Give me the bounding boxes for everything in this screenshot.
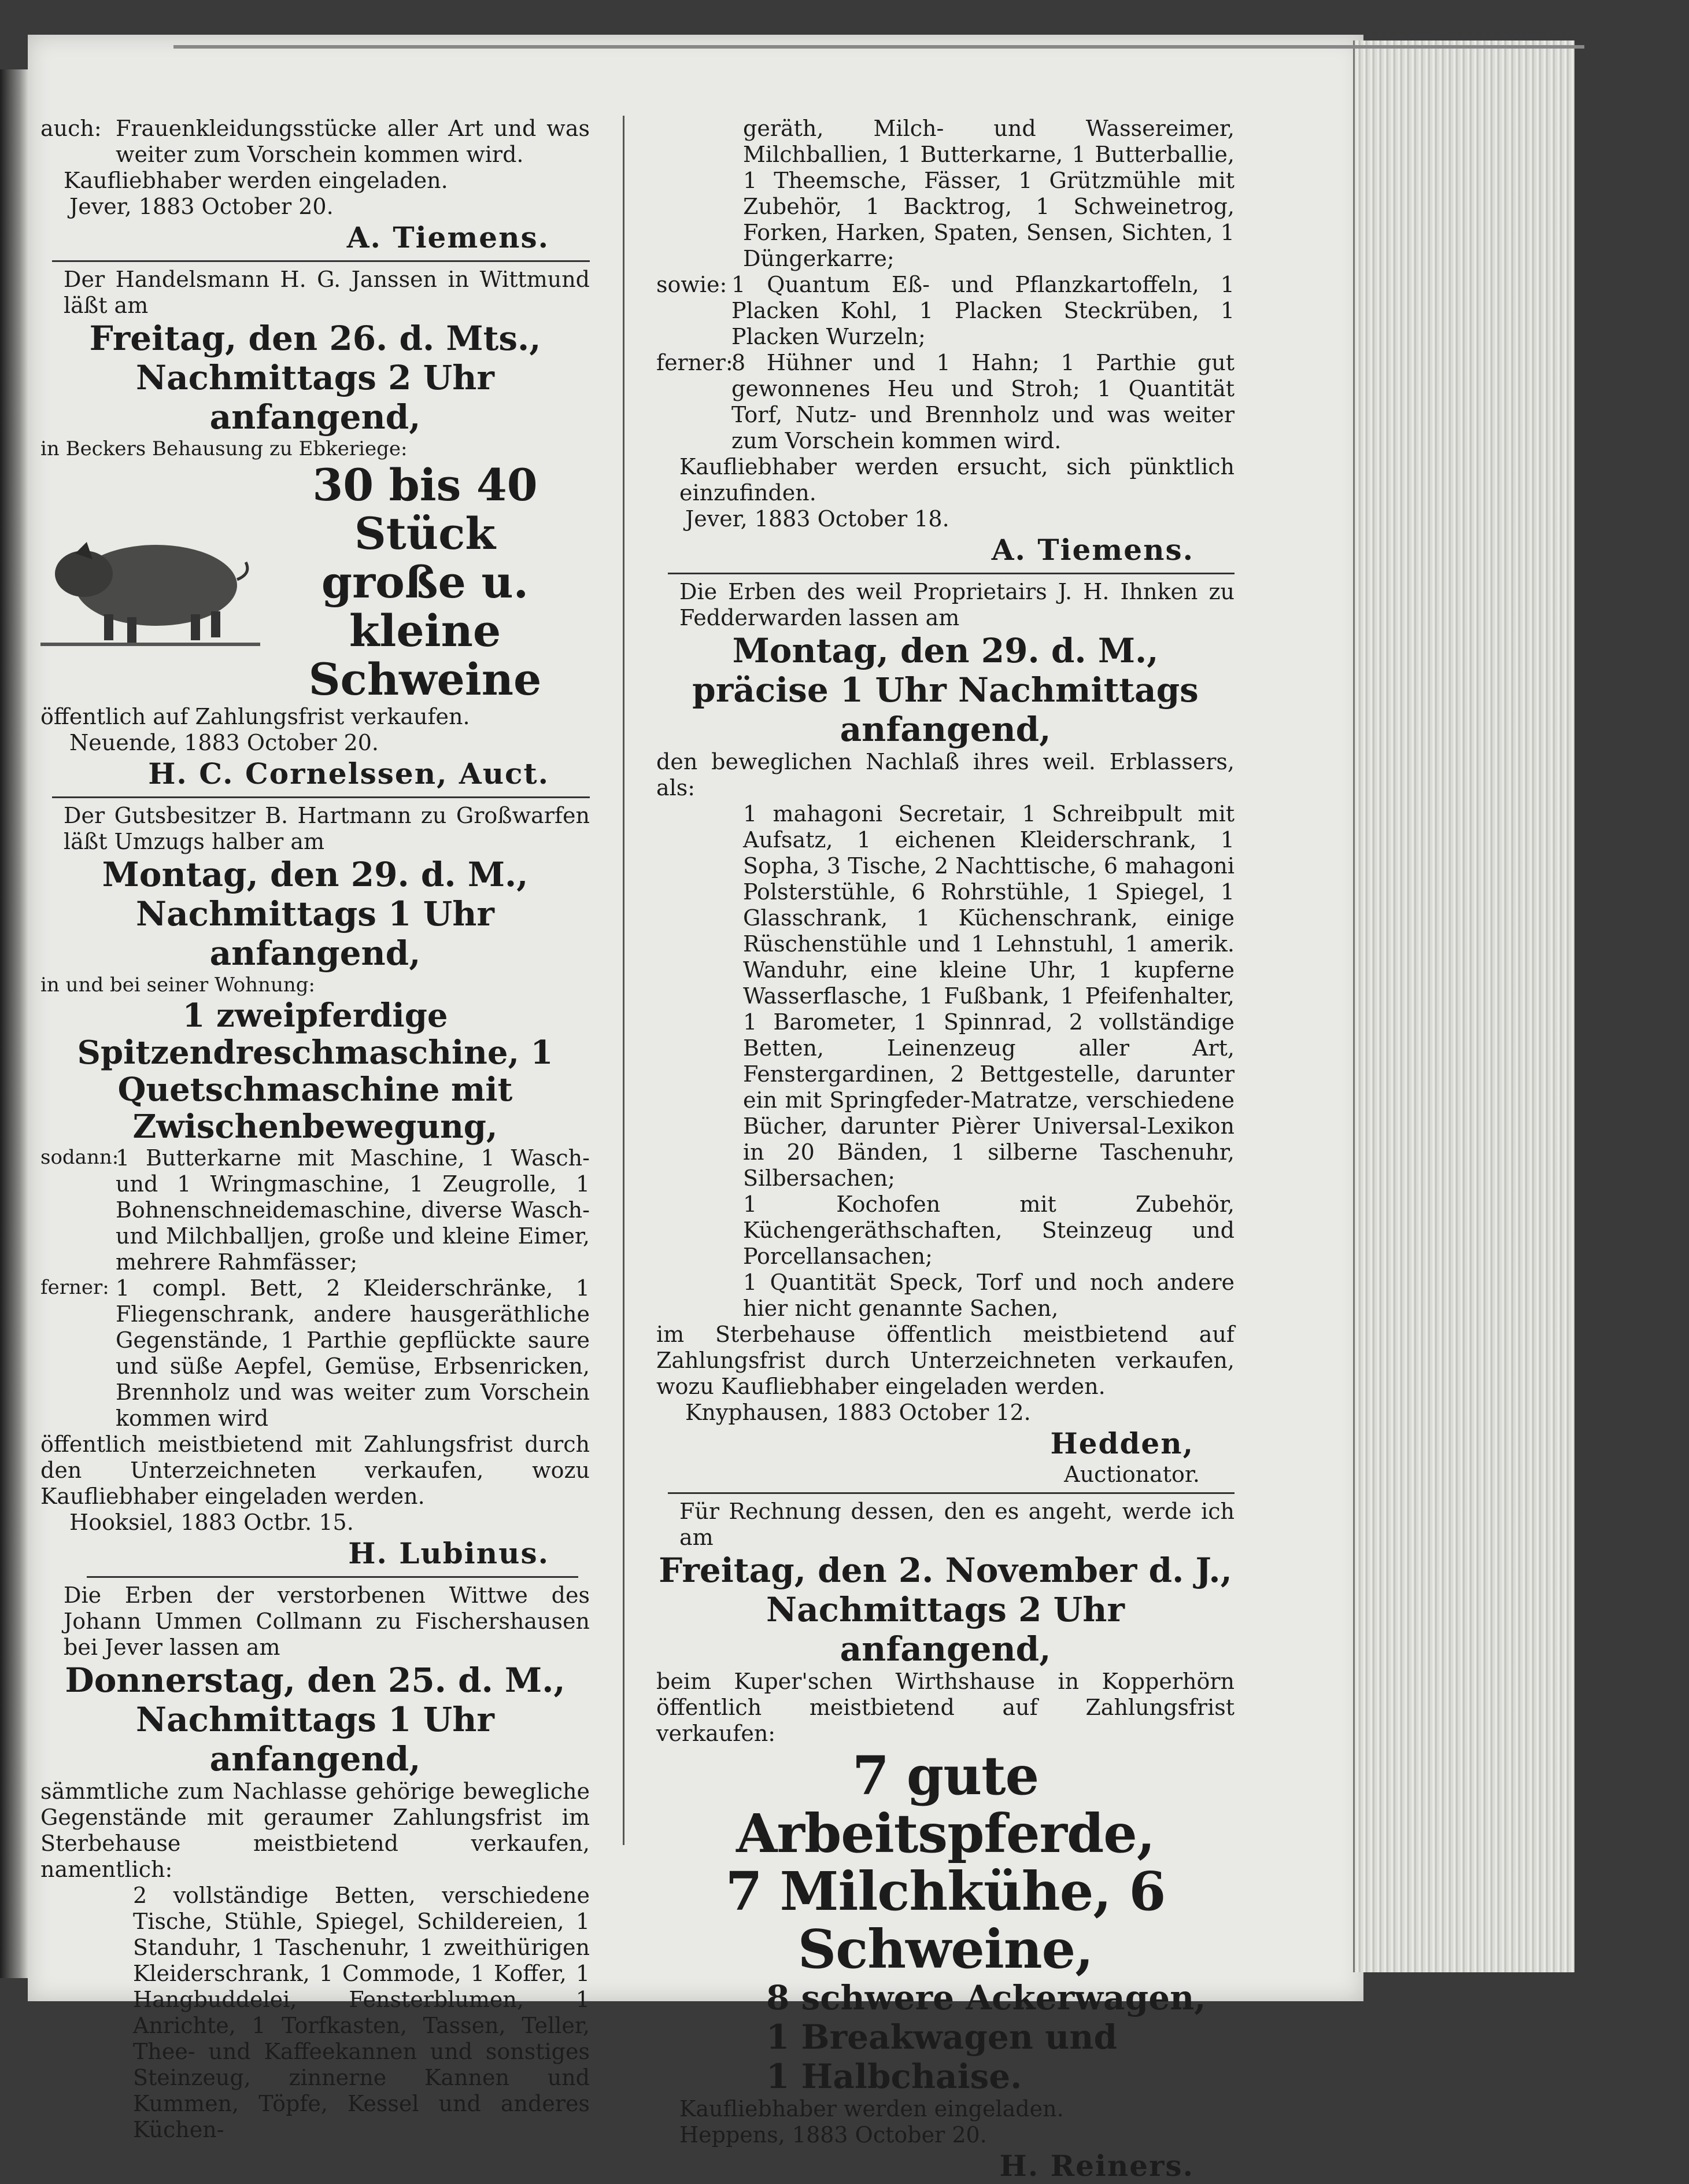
- divider: [52, 260, 590, 262]
- ad3-signature: H. Lubinus.: [348, 1536, 549, 1570]
- ad2-terms: öffentlich auf Zahlungsfrist verkaufen.: [40, 704, 470, 729]
- divider: [52, 796, 590, 798]
- ad4c-list1: 1 Quantum Eß- und Pflanzkartoffeln, 1 Placken Kohl, 1 Placken Steckrüben, 1 Placken Wurzeln;: [731, 272, 1235, 349]
- ad1-lines: Frauenkleidungsstücke aller Art und was weiter zum Vorschein kommen wird.: [116, 116, 590, 167]
- ad6-day: Freitag, den 2. November d. J.,: [659, 1551, 1232, 1590]
- ad-tiemens-2: [656, 116, 1235, 568]
- ad6-big2: 7 Milchkühe, 6 Schweine,: [725, 1860, 1166, 1980]
- ad4c-date: Jever, 1883 October 18.: [685, 506, 949, 532]
- left-column: [40, 116, 590, 2143]
- right-column: [656, 116, 1235, 2184]
- ad5-signature: Hedden,: [1050, 1426, 1194, 1460]
- ad3-terms: öffentlich meistbietend mit Zahlungsfrist durch den Unterzeichneten verkaufen, wozu Kaufliebhaber eingeladen werden.: [40, 1432, 590, 1509]
- book-spine-shadow: [0, 69, 28, 1978]
- ad5-date: Knyphausen, 1883 October 12.: [685, 1400, 1031, 1425]
- ad5-day: Montag, den 29. d. M.,: [732, 631, 1159, 670]
- ad5-sub: den beweglichen Nachlaß ihres weil. Erblassers, als:: [656, 749, 1235, 800]
- top-rule: [173, 45, 1584, 49]
- label-auch: auch:: [40, 116, 102, 141]
- ad2-time: Nachmittags 2 Uhr anfangend,: [136, 358, 494, 437]
- ad6-item1: 8 schwere Ackerwagen,: [766, 1978, 1206, 2017]
- ad3-time: Nachmittags 1 Uhr anfangend,: [136, 894, 494, 973]
- ad5-list3: 1 Quantität Speck, Torf und noch andere hier nicht genannte Sachen,: [743, 1270, 1235, 1321]
- divider: [668, 1492, 1235, 1494]
- label-sodann: sodann:: [40, 1146, 119, 1169]
- ad2-item1: 30 bis 40 Stück: [312, 459, 538, 559]
- ad1-invite: Kaufliebhaber werden eingeladen.: [64, 168, 448, 193]
- ad6-invite: Kaufliebhaber werden eingeladen.: [679, 2096, 1064, 2122]
- ad6-item3: 1 Halbchaise.: [766, 2057, 1022, 2096]
- ad3-big: 1 zweipferdige Spitzendreschmaschine, 1 Quetschmaschine mit Zwischenbewegung,: [77, 997, 553, 1146]
- ad4c-list: geräth, Milch- und Wassereimer, Milchballien, 1 Butterkarne, 1 Butterballie, 1 Theemsche, Fässer, 1 Grützmühle mit Zubehör, 1 Backtrog, 1 Schweinetrog, Forken, Harken, Spaten, Sensen, Sichten, 1 Düngerkarre;: [743, 116, 1235, 271]
- divider: [87, 1576, 578, 1578]
- ad5-time: präcise 1 Uhr Nachmittags anfangend,: [692, 670, 1199, 749]
- ad6-signature: H. Reiners.: [999, 2149, 1194, 2183]
- ad2-place: in Beckers Behausung zu Ebkeriege:: [40, 437, 408, 460]
- label-sowie: sowie:: [656, 272, 727, 297]
- ad2-signature: H. C. Cornelssen, Auct.: [148, 757, 549, 791]
- ad6-intro: Für Rechnung dessen, den es angeht, werde ich am: [679, 1499, 1235, 1550]
- ad6-place: beim Kuper'schen Wirthshause in Kopperhörn öffentlich meistbietend auf Zahlungsfrist verkaufen:: [656, 1669, 1235, 1746]
- label-ferner: ferner:: [40, 1276, 109, 1299]
- ad4-time: Nachmittags 1 Uhr anfangend,: [136, 1700, 494, 1779]
- ad2-item2: große u. kleine: [321, 556, 529, 656]
- ad2-day: Freitag, den 26. d. Mts.,: [89, 319, 541, 358]
- ad2-date: Neuende, 1883 October 20.: [69, 730, 379, 755]
- ad-hartmann: [40, 803, 590, 1571]
- ad3-list2: 1 compl. Bett, 2 Kleiderschränke, 1 Fliegenschrank, andere hausgeräthliche Gegenstände, 1 Parthie gepflückte saure und süße Aepfel, Gemüse, Erbsenricken, Brennholz und was weiter zum Vorschein kommen wird: [116, 1275, 590, 1431]
- ad-reiners: [656, 1499, 1235, 2184]
- ad4c-invite: Kaufliebhaber werden ersucht, sich pünktlich einzufinden.: [679, 454, 1235, 506]
- ad6-item2: 1 Breakwagen und: [766, 2017, 1118, 2057]
- ad5-terms: im Sterbehause öffentlich meistbietend auf Zahlungsfrist durch Unterzeichneten verkaufen, wozu Kaufliebhaber eingeladen werden.: [656, 1322, 1235, 1399]
- ad4c-list2: 8 Hühner und 1 Hahn; 1 Parthie gut gewonnenes Heu und Stroh; 1 Quantität Torf, Nutz- und Brennholz und was weiter zum Vorschein kommen wird.: [731, 350, 1235, 453]
- ad6-time: Nachmittags 2 Uhr anfangend,: [766, 1590, 1125, 1669]
- ad6-date: Heppens, 1883 October 20.: [679, 2122, 987, 2148]
- ad2-item3: Schweine: [308, 654, 542, 705]
- ad-tiemens-1: [40, 116, 590, 256]
- column-divider: [623, 116, 624, 1845]
- ad-janssen: [40, 267, 590, 792]
- ad-collmann: [40, 1582, 590, 2143]
- ad5-list1: 1 mahagoni Secretair, 1 Schreibpult mit Aufsatz, 1 eichenen Kleiderschrank, 1 Sopha, 3 Tische, 2 Nachttische, 6 mahagoni Polsterstühle, 6 Rohrstühle, 1 Spiegel, 1 Glasschrank, 1 Küchenschrank, einige Rüschenstühle und 1 Lehnstuhl, 1 amerik. Wanduhr, eine kleine Uhr, 1 kupferne Wasserflasche, 1 Fußbank, 1 Pfeifenhalter, 1 Barometer, 1 Spinnrad, 2 vollständige Betten, Leinenzeug aller Art, Fenstergardinen, 2 Bettgestelle, darunter ein mit Springfeder-Matratze, verschiedene Bücher, darunter Pièrer Universal-Lexikon in 20 Bänden, 1 silberne Taschenuhr, Silbersachen;: [743, 801, 1235, 1191]
- ad3-intro: Der Gutsbesitzer B. Hartmann zu Großwarfen läßt Umzugs halber am: [64, 803, 590, 854]
- ad5-list2: 1 Kochofen mit Zubehör, Küchengeräthschaften, Steinzeug und Porcellansachen;: [743, 1191, 1235, 1269]
- ad4-body: sämmtliche zum Nachlasse gehörige bewegliche Gegenstände mit geraumer Zahlungsfrist im Sterbehause meistbietend verkaufen, namentlich:: [40, 1779, 590, 1882]
- ad3-day: Montag, den 29. d. M.,: [102, 855, 528, 894]
- ad1-date: Jever, 1883 October 20.: [69, 194, 334, 219]
- ad5-role: Auctionator.: [1064, 1462, 1200, 1487]
- ad4c-signature: A. Tiemens.: [991, 533, 1194, 567]
- ad-ihnken: [656, 579, 1235, 1488]
- ad4-list: 2 vollständige Betten, verschiedene Tische, Stühle, Spiegel, Schildereien, 1 Standuhr, 1 Taschenuhr, 1 zweithürigen Kleiderschrank, 1 Commode, 1 Koffer, 1 Hangbuddelei, Fensterblumen, 1 Anrichte, 1 Torfkasten, Tassen, Teller, Thee- und Kaffeekannen und sonstiges Steinzeug, zinnerne Kannen und Kummen, Töpfe, Kessel und anderes Küchen-: [133, 1883, 590, 2142]
- ad6-big1: 7 gute Arbeitspferde,: [736, 1744, 1155, 1865]
- ad3-date: Hooksiel, 1883 Octbr. 15.: [69, 1510, 354, 1535]
- pig-illustration: [40, 510, 260, 655]
- ad1-signature: A. Tiemens.: [346, 220, 549, 254]
- ad3-list1: 1 Butterkarne mit Maschine, 1 Wasch- und 1 Wringmaschine, 1 Zeugrolle, 1 Bohnenschneidemaschine, diverse Wasch- und Milchballjen, große und kleine Eimer, mehrere Rahmfässer;: [116, 1145, 590, 1275]
- ad4-day: Donnerstag, den 25. d. M.,: [65, 1661, 566, 1700]
- ad5-intro: Die Erben des weil Proprietairs J. H. Ihnken zu Fedderwarden lassen am: [679, 579, 1235, 630]
- ad3-place: in und bei seiner Wohnung:: [40, 973, 315, 997]
- ad4-intro: Die Erben der verstorbenen Wittwe des Johann Ummen Collmann zu Fischershausen bei Jever lassen am: [64, 1582, 590, 1660]
- divider: [668, 573, 1235, 574]
- label-ferner: ferner:: [656, 350, 733, 375]
- ad2-intro: Der Handelsmann H. G. Janssen in Wittmund läßt am: [64, 267, 590, 318]
- page-edges: [1353, 40, 1575, 1972]
